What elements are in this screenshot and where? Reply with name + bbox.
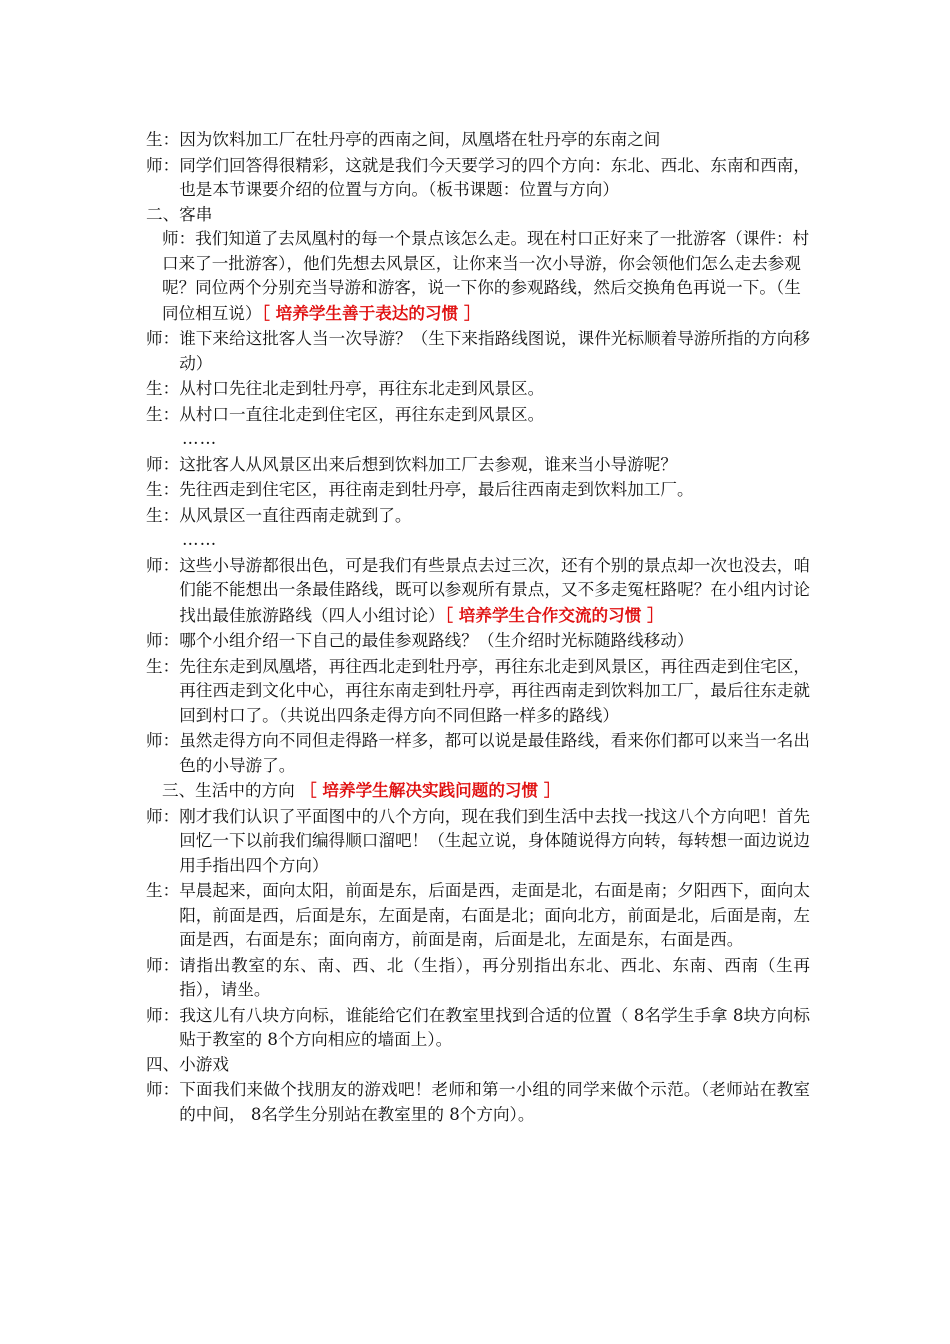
- dialogue-text: 从风景区一直往西南走就到了。: [179, 505, 412, 525]
- speaker-label: 师：: [146, 631, 180, 650]
- dialogue-line: [146, 504, 810, 529]
- speaker-label: 师：: [146, 1080, 180, 1099]
- speaker-label: 生：: [146, 130, 180, 149]
- dialogue-text: 先往西走到住宅区，再往南走到牡丹亭，最后往西南走到饮料加工厂。: [179, 480, 694, 499]
- dialogue-text: 同学们回答得很精彩，这就是我们今天要学习的四个方向：东北、西北、东南和西南，也是本节课要介绍的位置与方向。（板书课题：位置与方向）: [179, 155, 810, 199]
- dialogue-text: 哪个小组介绍一下自己的最佳参观路线？（生介绍时光标随路线移动）: [179, 631, 694, 650]
- speaker-label: 生：: [146, 379, 180, 398]
- dialogue-text: 从村口先往北走到牡丹亭，再往东北走到风景区。: [179, 379, 545, 398]
- dialogue-line: [146, 954, 810, 1003]
- dialogue-line: [146, 629, 810, 654]
- dialogue-text: 谁下来给这批客人当一次导游？（生下来指路线图说，课件光标顺着导游所指的方向移动）: [179, 329, 810, 373]
- dialogue-text: 从村口一直往北走到住宅区，再往东走到风景区。: [179, 404, 545, 424]
- ellipsis: ……: [182, 530, 218, 549]
- paragraph: [146, 227, 810, 326]
- ellipsis: ……: [182, 429, 218, 448]
- section-heading: 四、小游戏: [146, 1054, 229, 1074]
- dialogue-line: [146, 128, 810, 153]
- speaker-label: 生：: [146, 656, 180, 676]
- dialogue-text: 下面我们来做个找朋友的游戏吧！老师和第一小组的同学来做个示范。（老师站在教室的中间， 8名学生分别站在教室里的 8个方向）。: [179, 1080, 810, 1124]
- dialogue-text: 这批客人从风景区出来后想到饮料加工厂去参观，谁来当小导游呢？: [179, 454, 677, 474]
- speaker-label: 师：: [146, 329, 180, 348]
- dialogue-line: [146, 154, 810, 203]
- dialogue-line: [146, 403, 810, 428]
- dialogue-text: 早晨起来，面向太阳，前面是东，后面是西，走面是北，右面是南；夕阳西下，面向太阳，前面是西，后面是东，左面是南，右面是北；面向北方，前面是北，后面是南，左面是西，右面是东；面向南方，前面是南，后面是北，左面是东，右面是西。: [179, 881, 810, 949]
- speaker-label: 师：: [146, 955, 180, 975]
- highlight-note: ［ 培养学生解决实践问题的习惯 ］: [300, 780, 561, 800]
- speaker-label: 师：: [146, 806, 180, 826]
- dialogue-text: 我这儿有八块方向标，谁能给它们在教室里找到合适的位置（ 8名学生手拿 8块方向标贴于教室的 8个方向相应的墙面上）。: [179, 1005, 810, 1049]
- dialogue-line: [146, 327, 810, 376]
- speaker-label: 生：: [146, 480, 180, 499]
- dialogue-text: 刚才我们认识了平面图中的八个方向，现在我们到生活中去找一找这八个方向吧！首先回忆一下以前我们编得顺口溜吧！（生起立说，身体随说得方向转，每转想一面边说边用手指出四个方向）: [179, 806, 810, 875]
- highlight-note: ［ 培养学生合作交流的习惯 ］: [444, 604, 664, 625]
- dialogue-line: [146, 1004, 810, 1053]
- dialogue-line: [146, 805, 810, 879]
- speaker-label: 师：: [146, 731, 180, 750]
- dialogue-line: [146, 879, 810, 953]
- document-body: [146, 127, 810, 1127]
- dialogue-line: [146, 1078, 810, 1127]
- dialogue-line: [146, 655, 810, 729]
- dialogue-line: [146, 554, 810, 629]
- heading-text: 三、生活中的方向: [162, 781, 301, 800]
- speaker-label: 生：: [146, 505, 180, 525]
- highlight-note: ［ 培养学生善于表达的习惯 ］: [261, 302, 481, 323]
- dialogue-text-body: 这些小导游都很出色，可是我们有些景点去过三次，还有个别的景点却一次也没去，咱们能不能想出一条最佳路线，既可以参观所有景点，又不多走冤枉路呢？在小组内讨论找出最佳旅游路线（四人小组讨论）: [179, 555, 810, 625]
- dialogue-line: [146, 453, 810, 478]
- dialogue-text: 先往东走到凤凰塔，再往西北走到牡丹亭，再往东北走到风景区，再往西走到住宅区，再往西走到文化中心，再往东南走到牡丹亭，再往西南走到饮料加工厂，最后往东走就回到村口了。（共说出四条走得方向不同但路一样多的路线）: [179, 656, 810, 725]
- dialogue-line: [146, 377, 810, 402]
- dialogue-text: 虽然走得方向不同但走得路一样多，都可以说是最佳路线，看来你们都可以来当一名出色的小导游了。: [179, 731, 810, 775]
- section-heading: 二、客串: [146, 204, 213, 224]
- dialogue-line: [146, 478, 810, 503]
- paragraph-text: 师：我们知道了去凤凰村的每一个景点该怎么走。现在村口正好来了一批游客（课件：村口来了一批游客），他们先想去风景区，让你来当一次小导游，你会领他们怎么走去参观呢？同位两个分别充当导游和游客，说一下你的参观路线，然后交换角色再说一下。（生同位相互说）: [162, 229, 810, 323]
- speaker-label: 师：: [146, 454, 180, 474]
- dialogue-text: [179, 554, 810, 629]
- speaker-label: 师：: [146, 155, 180, 175]
- dialogue-text: 因为饮料加工厂在牡丹亭的西南之间，凤凰塔在牡丹亭的东南之间: [179, 130, 661, 149]
- section-heading: [146, 778, 810, 804]
- speaker-label: 师：: [146, 1005, 180, 1025]
- dialogue-line: [146, 729, 810, 778]
- speaker-label: 生：: [146, 404, 180, 424]
- speaker-label: 生：: [146, 881, 180, 900]
- dialogue-text: 请指出教室的东、南、西、北（生指），再分别指出东北、西北、东南、西南（生再指），请坐。: [179, 955, 810, 999]
- speaker-label: 师：: [146, 555, 180, 575]
